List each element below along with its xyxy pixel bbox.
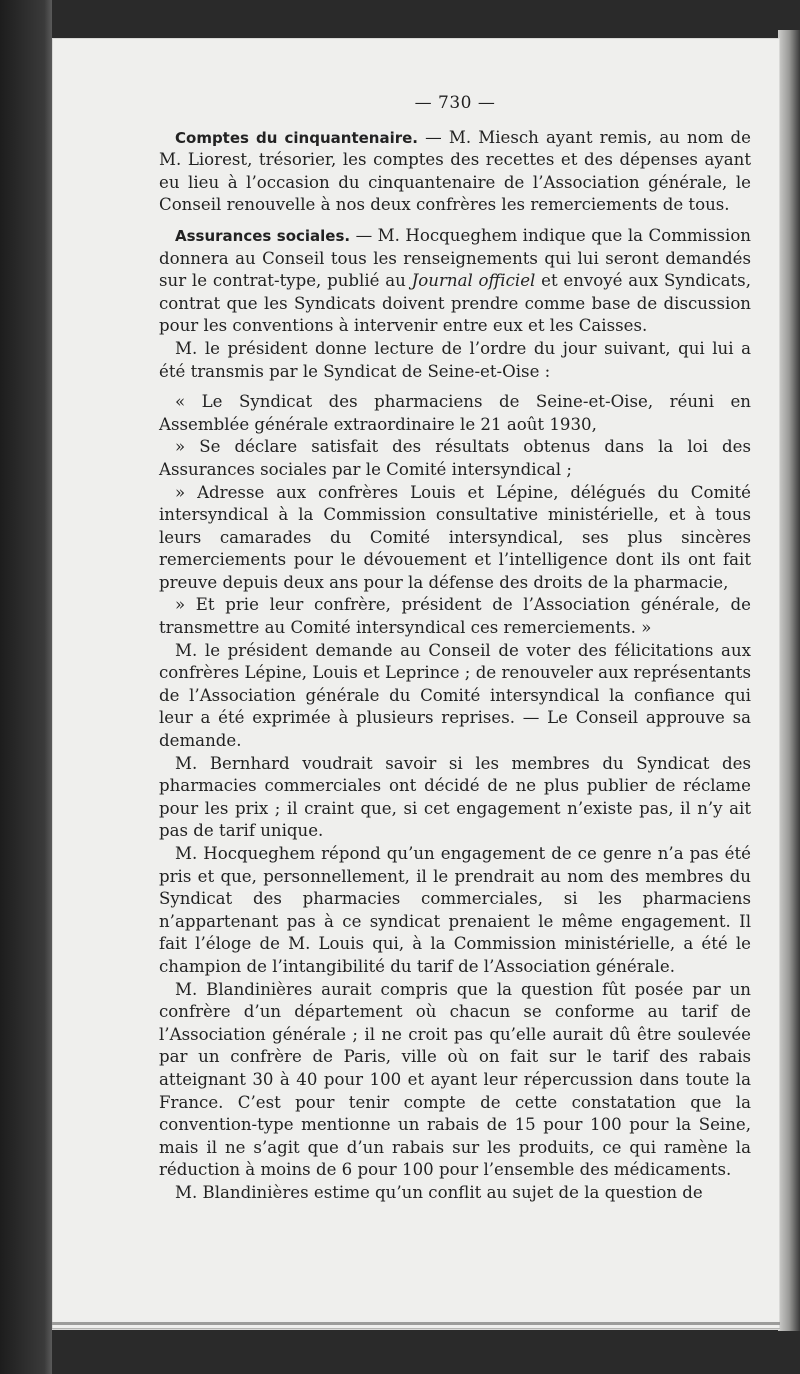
paragraph-text: et envoyé aux Syndicats, contrat que les Syndicats doivent prendre comme base de discussion pour les conventions à intervenir entre eux et les Caisses. — [159, 271, 751, 336]
scan-left-edge — [0, 0, 52, 1374]
page-bottom-rule — [52, 1322, 780, 1325]
page-right-edge — [778, 30, 800, 1340]
paragraph-quote: » Adresse aux confrères Louis et Lépine, délégués du Comité intersyndical à la Commission consultative ministérielle, et à tous leurs camarades du Comité intersyndical, ses plus sincères remerciements pour le dévouement et l’intelligence dont ils ont fait preuve depuis deux ans pour la défense des droits de la pharmacie, — [159, 482, 751, 592]
page-text — [159, 92, 751, 1205]
paragraph-text: — M. Miesch ayant remis, au nom de M. Liorest, trésorier, les comptes des recettes et des dépenses ayant eu lieu à l’occasion du cinquantenaire de l’Association générale, le Conseil renouvelle à nos deux confrères les remerciements de tous. — [159, 127, 751, 215]
paragraph: M. le président demande au Conseil de voter des félicitations aux confrères Lépine, Louis et Leprince ; de renouveler aux représentants de l’Association générale du Comité intersyndical la confiance qui leur a été exprimée à plusieurs reprises. — Le Conseil approuve sa demande. — [159, 640, 751, 751]
scan-bottom-edge — [52, 1331, 800, 1374]
paragraph-comptes — [159, 127, 751, 217]
journal-title: Journal officiel — [411, 271, 536, 291]
page-bottom-rule-thin — [52, 1328, 780, 1329]
paragraph: M. Blandinières estime qu’un conflit au sujet de la question de — [175, 1182, 703, 1202]
paragraph-quote: » Se déclare satisfait des résultats obtenus dans la loi des Assurances sociales par le Comité intersyndical ; — [159, 437, 751, 479]
paragraph: M. le président donne lecture de l’ordre du jour suivant, qui lui a été transmis par le Syndicat de Seine-et-Oise : — [159, 338, 751, 381]
paragraph: M. Blandinières aurait compris que la question fût posée par un confrère d’un département où chacun se conforme au tarif de l’Association générale ; il ne croit pas qu’elle aurait dû être soulevée par un confrère de Paris, ville où on fait sur le tarif des rabais atteignant 30 à 40 pour 100 et ayant leur répercussion dans toute la France. C’est pour tenir compte de cette constatation que la convention-type mentionne un rabais de 15 pour 100 pour la Seine, mais il ne s’agit que d’un rabais sur les produits, ce qui ramène la réduction à moins de 6 pour 100 pour l’ensemble des médicaments. — [159, 979, 751, 1180]
page-number: — 730 — — [414, 93, 496, 113]
paragraph-quote-start: « Le Syndicat des pharmaciens de Seine-et-Oise, réuni en Assemblée générale extraordinaire le 21 août 1930, — [159, 392, 751, 434]
paragraph: M. Bernhard voudrait savoir si les membres du Syndicat des pharmacies commerciales ont décidé de ne plus publier de réclame pour les prix ; il craint que, si cet engagement n’existe pas, il n’y ait pas de tarif unique. — [159, 753, 751, 841]
paragraph: M. Hocqueghem répond qu’un engagement de ce genre n’a pas été pris et que, personnellement, il le prendrait au nom des membres du Syndicat des pharmacies commerciales, si les pharmaciens n’appartenant pas à ce syndicat prenaient le même engagement. Il fait l’éloge de M. Louis qui, à la Commission ministérielle, a été le champion de l’intangibilité du tarif de l’Association générale. — [159, 844, 751, 976]
paragraph-assurances — [159, 225, 751, 338]
section-heading-assurances: Assurances sociales. — [175, 226, 351, 245]
section-heading-comptes: Comptes du cinquantenaire. — [175, 128, 418, 147]
paragraph-text: — M. Hocqueghem indique que la Commission donnera au Conseil tous les renseignements qui lui seront demandés sur le contrat-type, publié au — [159, 225, 751, 291]
paragraph-quote-end: » Et prie leur confrère, président de l’Association générale, de transmettre au Comité intersyndical ces remerciements. » — [159, 595, 751, 638]
